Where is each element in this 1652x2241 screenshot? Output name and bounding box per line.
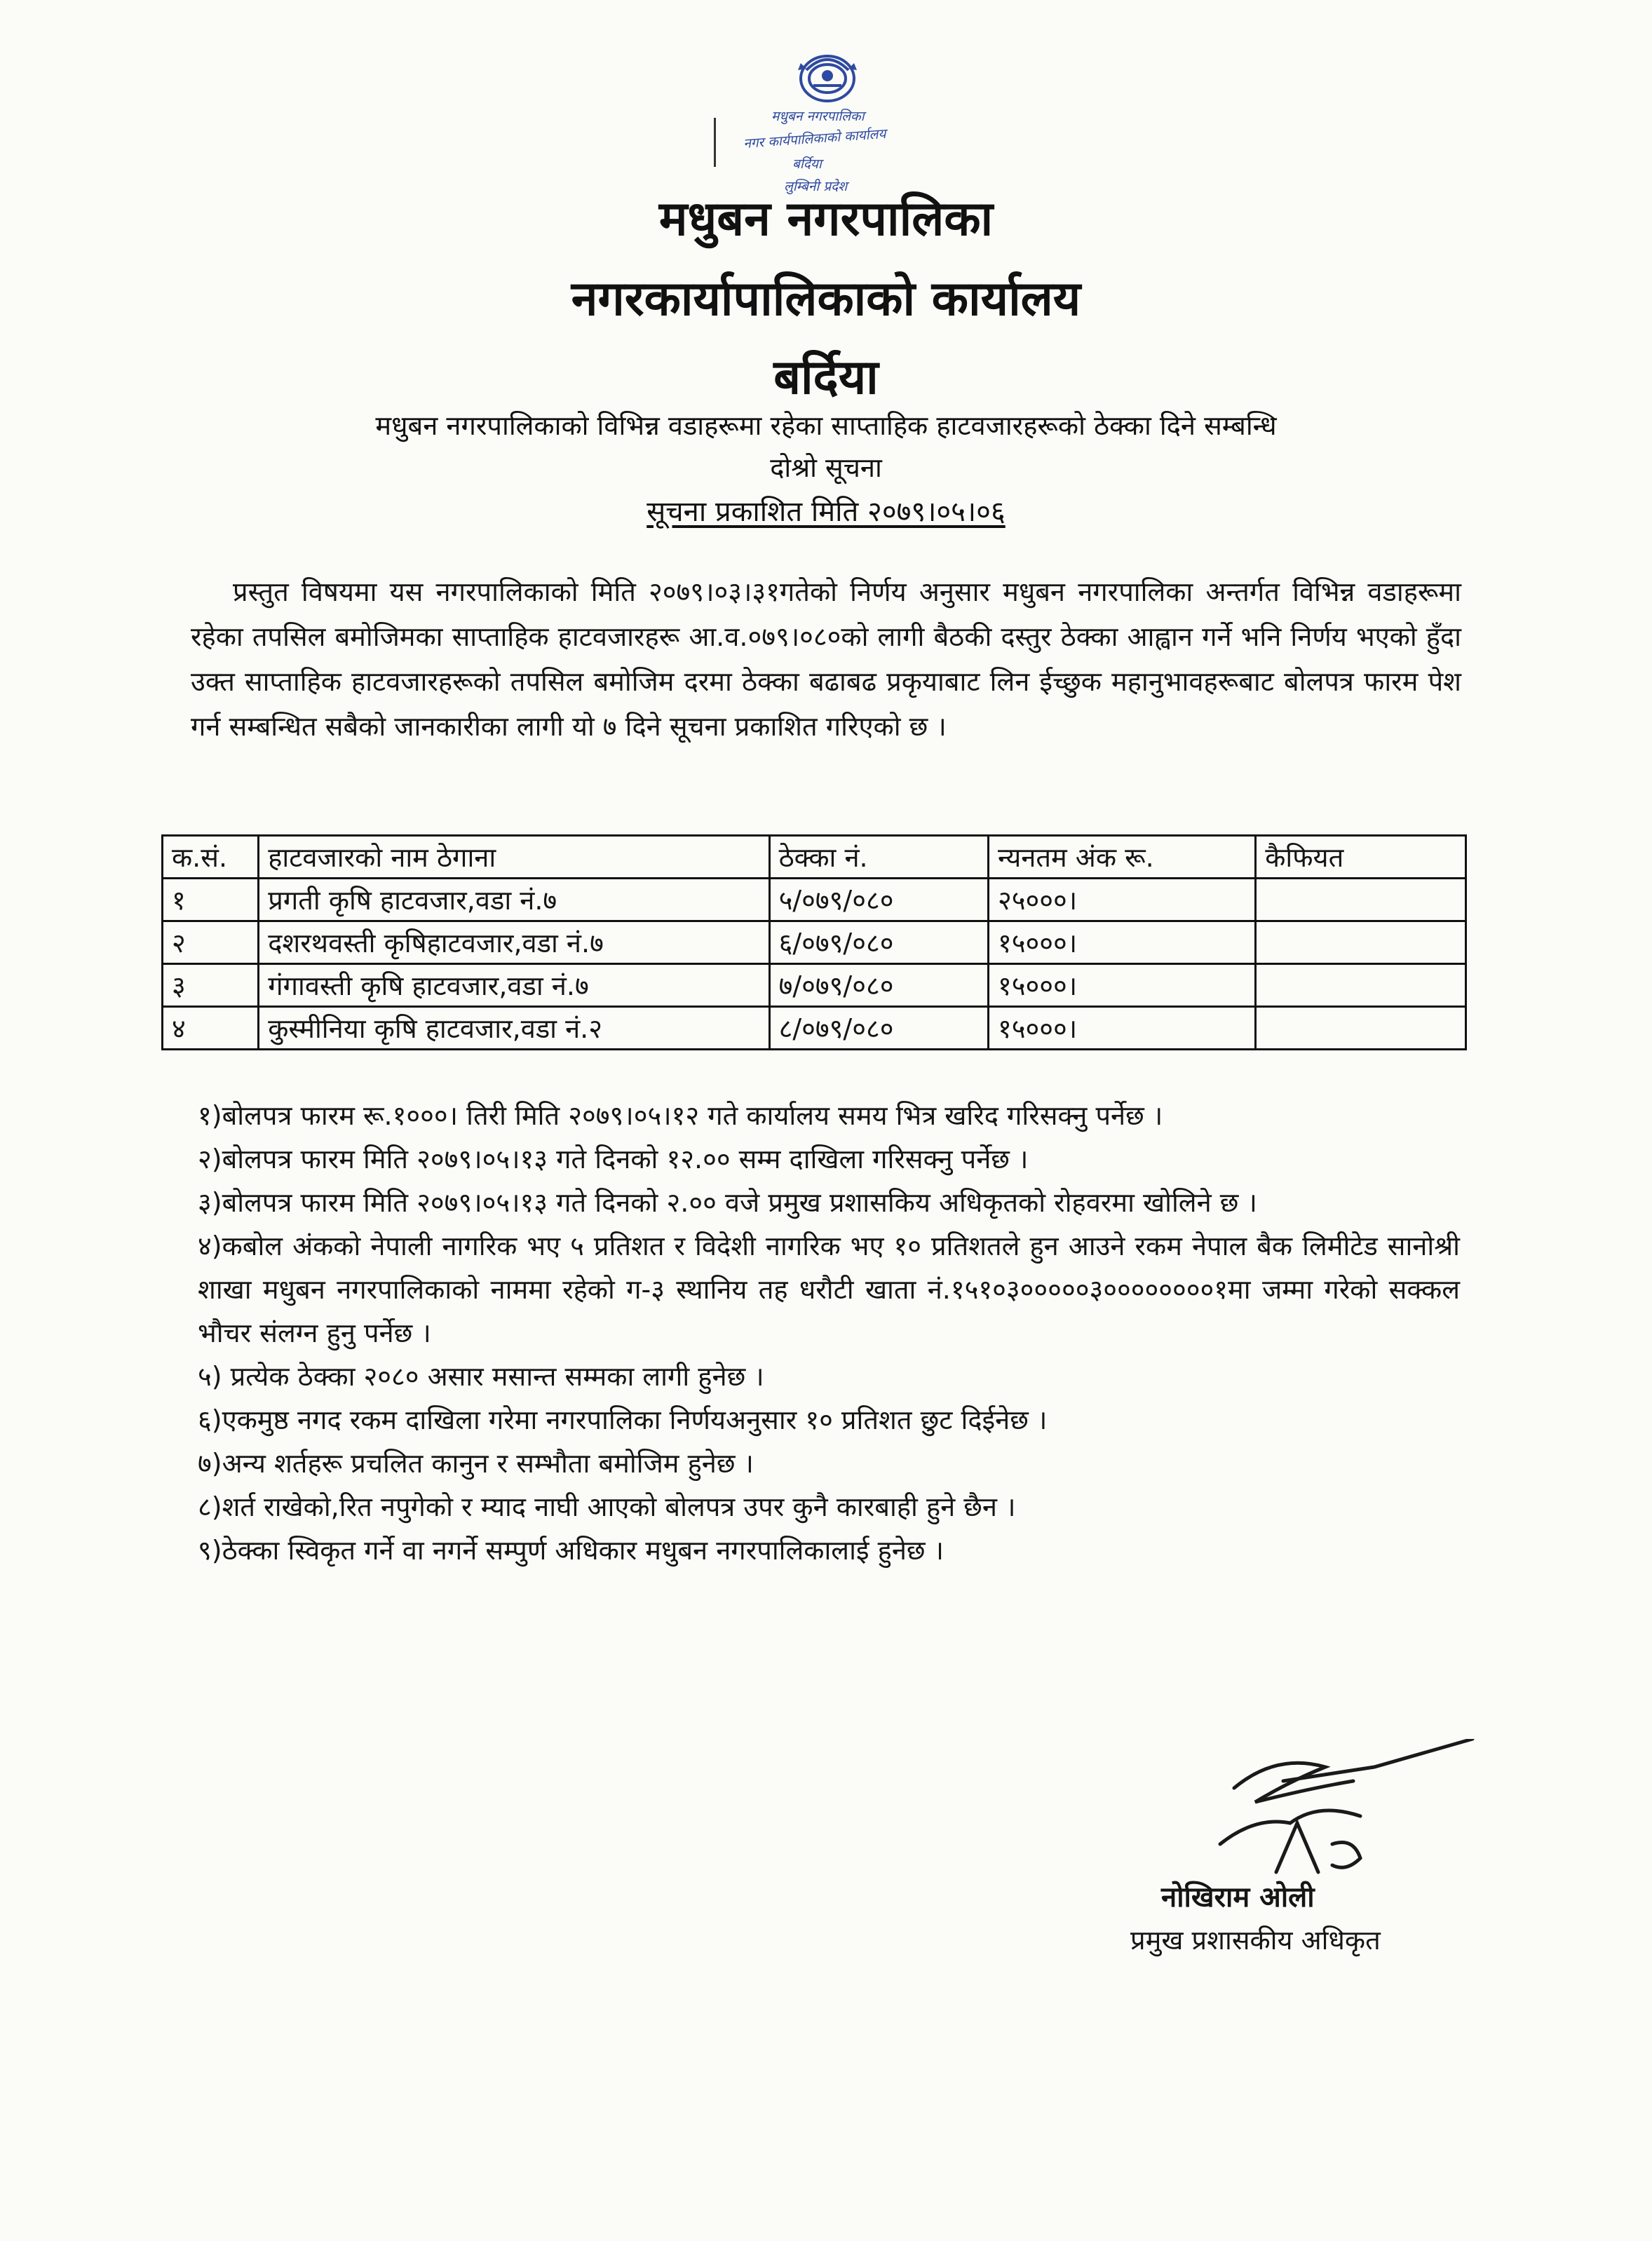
cell-contract-no: ८/०७९/०८० <box>769 1007 988 1050</box>
cell-serial: १ <box>163 879 259 921</box>
cell-market: गंगावस्ती कृषि हाटवजार,वडा नं.७ <box>259 964 769 1007</box>
cell-contract-no: ५/०७९/०८० <box>769 879 988 921</box>
condition-item: ३)बोलपत्र फारम मिति २०७९।०५।१३ गते दिनको २.०० वजे प्रमुख प्रशासकिय अधिकृतको रोहवरमा खोलिने छ । <box>198 1187 1257 1218</box>
col-header-contract-no: ठेक्का नं. <box>769 836 988 879</box>
cell-remarks <box>1256 879 1466 921</box>
cell-remarks <box>1256 964 1466 1007</box>
table-row <box>163 879 1466 921</box>
cell-serial: २ <box>163 921 259 964</box>
handwritten-signature-icon <box>1192 1739 1487 1879</box>
condition-item: १)बोलपत्र फारम रू.१०००। तिरी मिति २०७९।०५।१२ गते कार्यालय समय भित्र खरिद गरिसक्नु पर्नेछ । <box>198 1100 1163 1131</box>
condition-item: ९)ठेक्का स्विकृत गर्ने वा नगर्ने सम्पुर्ण अधिकार मधुबन नगरपालिकालाई हुनेछ । <box>198 1535 945 1566</box>
cell-contract-no: ६/०७९/०८० <box>769 921 988 964</box>
conditions-list <box>198 1094 1460 1572</box>
cell-serial: ३ <box>163 964 259 1007</box>
cell-serial: ४ <box>163 1007 259 1050</box>
table-row <box>163 964 1466 1007</box>
notice-subject: मधुबन नगरपालिकाको विभिन्न वडाहरूमा रहेका साप्ताहिक हाटवजारहरूको ठेक्का दिने सम्बन्धि <box>375 410 1277 441</box>
seal-line-3: बर्दिया <box>792 156 822 172</box>
cell-contract-no: ७/०७९/०८० <box>769 964 988 1007</box>
notice-type: दोश्रो सूचना <box>770 452 882 483</box>
signatory-name: नोखिराम ओली <box>1161 1881 1315 1914</box>
seal-line-2: नगर कार्यपालिकाको कार्यालय <box>743 126 887 152</box>
notice-body: प्रस्तुत विषयमा यस नगरपालिकाको मिति २०७९।०३।३१गतेको निर्णय अनुसार मधुबन नगरपालिका अन्तर्गत विभिन्न वडाहरूमा रहेका तपसिल बमोजिमका साप्ताहिक हाटवजारहरू आ.व.०७९।०८०को लागी बैठकी दस्तुर ठेक्का आह्वान गर्ने भनि निर्णय भएको हुँदा उक्त साप्ताहिक हाटवजारहरूको तपसिल बमोजिम दरमा ठेक्का बढाबढ प्रकृयाबाट लिन ईच्छुक महानुभावहरूबाट बोलपत्र फारम पेश गर्न सम्बन्धित सबैको जानकारीका लागी यो ७ दिने सूचना प्रकाशित गरिएको छ । <box>191 576 1461 742</box>
condition-item: ७)अन्य शर्तहरू प्रचलित कानुन र सम्भौता बमोजिम हुनेछ । <box>198 1448 754 1479</box>
cell-minimum-amount: १५०००। <box>989 964 1256 1007</box>
org-name: मधुबन नगरपालिका <box>658 191 994 247</box>
tender-table <box>161 834 1467 1050</box>
table-header-row <box>163 836 1466 879</box>
cell-market: कुस्मीनिया कृषि हाटवजार,वडा नं.२ <box>259 1007 769 1050</box>
seal-line-4: लुम्बिनी प्रदेश <box>784 179 848 194</box>
published-date: सूचना प्रकाशित मिति २०७९।०५।०६ <box>646 496 1006 528</box>
signatory-title: प्रमुख प्रशासकीय अधिकृत <box>1130 1925 1381 1956</box>
condition-item: ८)शर्त राखेको,रित नपुगेको र म्याद नाघी आएको बोलपत्र उपर कुनै कारबाही हुने छैन । <box>198 1491 1016 1522</box>
table-row <box>163 921 1466 964</box>
cell-minimum-amount: १५०००। <box>989 921 1256 964</box>
signature-mark <box>1192 1739 1487 1949</box>
office-name: नगरकार्यापालिकाको कार्यालय <box>571 271 1081 327</box>
cell-minimum-amount: २५०००। <box>989 879 1256 921</box>
col-header-minimum-amount: न्यनतम अंक रू. <box>989 836 1256 879</box>
cell-minimum-amount: १५०००। <box>989 1007 1256 1050</box>
condition-item: २)बोलपत्र फारम मिति २०७९।०५।१३ गते दिनको १२.०० सम्म दाखिला गरिसक्नु पर्नेछ । <box>198 1144 1029 1174</box>
col-header-market: हाटवजारको नाम ठेगाना <box>259 836 769 879</box>
cell-market: दशरथवस्ती कृषिहाटवजार,वडा नं.७ <box>259 921 769 964</box>
col-header-serial: क.सं. <box>163 836 259 879</box>
seal-line-1: मधुबन नगरपालिका <box>771 109 865 124</box>
condition-item: ५) प्रत्येक ठेक्का २०८० असार मसान्त सम्मका लागी हुनेछ । <box>198 1361 764 1392</box>
condition-item: ६)एकमुष्ठ नगद रकम दाखिला गरेमा नगरपालिका निर्णयअनुसार १० प्रतिशत छुट दिईनेछ । <box>198 1404 1048 1435</box>
condition-item: ४)कबोल अंकको नेपाली नागरिक भए ५ प्रतिशत र विदेशी नागरिक भए १० प्रतिशतले हुन आउने रकम नेपाल बैक लिमीटेड सानोश्री शाखा मधुबन नगरपालिकाको नाममा रहेको ग-३ स्थानिय तह धरौटी खाता नं.१५१०३०००००३००००००००१मा जम्मा गरेको सक्कल भौचर संलग्न हुनु पर्नेछ । <box>198 1231 1460 1348</box>
table-row <box>163 1007 1466 1050</box>
cell-remarks <box>1256 921 1466 964</box>
district-name: बर्दिया <box>773 350 879 405</box>
cell-remarks <box>1256 1007 1466 1050</box>
cell-market: प्रगती कृषि हाटवजार,वडा नं.७ <box>259 879 769 921</box>
col-header-remarks: कैफियत <box>1256 836 1466 879</box>
